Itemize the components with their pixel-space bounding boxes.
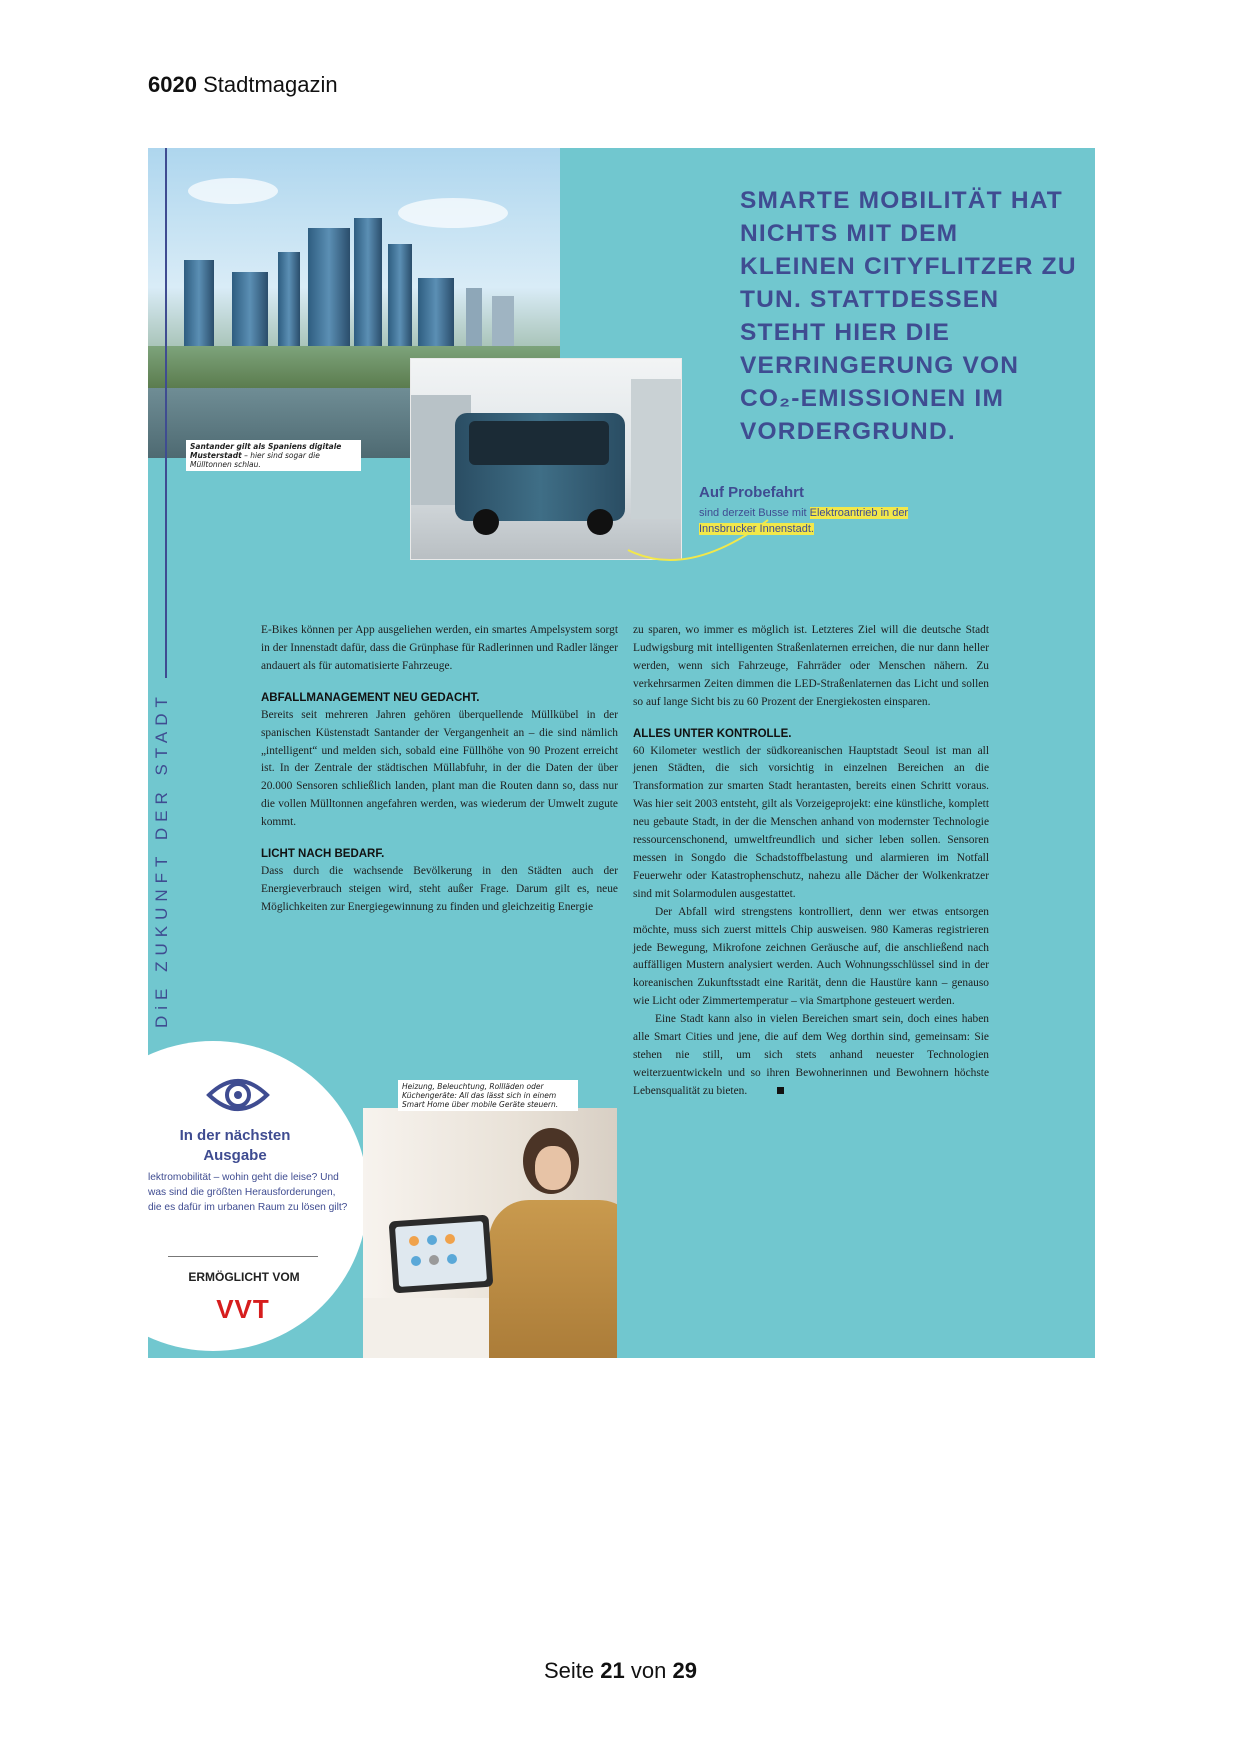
promo-title: In der nächsten Ausgabe <box>179 1127 291 1164</box>
subheading-kontrolle: ALLES UNTER KONTROLLE. <box>633 727 792 740</box>
side-rule <box>165 148 167 678</box>
intro-paragraph: E-Bikes können per App ausgeliehen werden, ein smartes Ampelsystem sorgt in der Innenstadt dafür, dass die Grünphase für Radlerinnen und Radler länger andauert als für automatisierte Fahrzeuge. <box>261 624 618 672</box>
end-mark <box>777 1087 784 1094</box>
footer-current-page: 21 <box>600 1658 625 1683</box>
page-header <box>148 72 338 98</box>
songdo-paragraph: 60 Kilometer westlich der südkoreanischen Hauptstadt Seoul ist man all jenen Städten, die sich vorsichtig in einzelnen Bereichen an die Transformation zur smarten Stadt herantasten, bereits einen Schritt voraus. Was hier seit 2003 entsteht, gilt als Vorzeigeprojekt: eine künstliche, komplett neu gebaute Stadt, in der die Menschen anhand von modernster Technologie ressourcenschonend, umweltfreundlich und sicher leben sollen. Sensoren messen in Songdo die Schadstoffbelastung und alarmieren im Notfall Feuerwehr oder Katastrophenschutz, nahezu alle Dächer der Wolkenkratzer sind mit Solarmodulen ausgestattet. <box>633 744 989 900</box>
page-footer <box>0 1658 1241 1684</box>
probefahrt-title: Auf Probefahrt <box>699 484 804 501</box>
closing-paragraph <box>633 1011 989 1101</box>
pull-quote-headline: SMARTE MOBILITÄT HAT NICHTS MIT DEM KLEINEN CITYFLITZER ZU TUN. STATTDESSEN STEHT HIER DIE VERRINGERUNG VON CO₂-EMISSIONEN IM VORDERGRUND. <box>740 187 1077 445</box>
closing-text: Eine Stadt kann also in vielen Bereichen smart sein, doch eines haben alle Smart Cities und jene, die auf dem Weg dorthin sind, gemeinsam: Sie stehen nie still, um sich stets anhand neuester Technologien weiterzuentwickeln und so ihren Bewohnerinnen und Bewohnern höchste Lebensqualität zu bieten. <box>633 1013 989 1097</box>
city-caption-rest: – hier sind sogar die Mülltonnen schlau. <box>190 451 320 469</box>
article-column-2 <box>633 622 989 1101</box>
probefahrt-text-start: sind derzeit Busse mit <box>699 507 810 519</box>
footer-of: von <box>630 1658 667 1683</box>
subheading-abfall: ABFALLMANAGEMENT NEU GEDACHT. <box>261 691 480 704</box>
ludwigsburg-paragraph: zu sparen, wo immer es möglich ist. Letzteres Ziel will die deutsche Stadt Ludwigsburg mit intelligenten Straßenlaternen erreichen, die nur dann heller werden, wenn sich Fahrzeuge, Fahrräder oder Menschen nähern. Zu verkehrsarmen Zeiten dimmen die LED-Straßenlaternen das Licht und sollen so auf lange Sicht bis zu 60 Prozent der Energiekosten einsparen. <box>633 624 989 708</box>
header-number: 6020 <box>148 72 197 97</box>
section-side-label: DiE ZUKUNFT DER STADT <box>152 691 171 1028</box>
footer-total-pages: 29 <box>672 1658 697 1683</box>
promo-sponsor: ERMÖGLICHT VOM <box>188 1270 300 1284</box>
footer-prefix: Seite <box>544 1658 595 1683</box>
promo-divider <box>168 1256 318 1257</box>
article-column-1 <box>261 622 618 917</box>
abfall-paragraph: Bereits seit mehreren Jahren gehören überquellende Müllkübel in der spanischen Küstenstadt Santander der Vergangenheit an – die sind nämlich „intelligent“ und melden sich, sobald eine Füllhöhe von 90 Prozent erreicht ist. In der Zentrale der städtischen Müllabfuhr, in der die Daten der über 20.000 Sensoren schließlich landen, plant man die Routen dann so, dass nur die vollen Mülltonnen angefahren werden, was wiederum der Umwelt zugute kommt. <box>261 708 618 829</box>
probefahrt-highlight: Elektroantrieb in der Innsbrucker Innenstadt. <box>699 507 909 535</box>
probefahrt-text <box>699 505 939 537</box>
eye-icon <box>206 1073 270 1117</box>
subheading-licht: LICHT NACH BEDARF. <box>261 848 385 861</box>
abfall-kontrolle-paragraph: Der Abfall wird strengstens kontrolliert, denn wer etwas entsorgen möchte, muss sich zuerst mittels Chip ausweisen. 980 Kameras registrieren jede Bewegung, Mikrofone zeichnen Geräusche auf, die anschließend nach auffälligen Mustern analysiert werden. Auch Wohnungsschlüssel sind in der koreanischen Zukunftsstadt eine Rarität, denn die Haustüre kann – genauso wie Licht oder Zimmertemperatur – via Smartphone gesteuert werden. <box>633 905 989 1008</box>
licht-paragraph: Dass durch die wachsende Bevölkerung in den Städten auch der Energieverbrauch steigen wird, steht außer Frage. Darum gilt es, neue Möglichkeiten zur Energiegewinnung zu finden und gleichzeitig Energie <box>261 865 618 913</box>
city-caption-bold: Santander gilt als Spaniens digitale Musterstadt <box>190 442 342 460</box>
tablet-photo-caption: Heizung, Beleuchtung, Rollläden oder Küchengeräte: All das lässt sich in einem Smart Home über mobile Geräte steuern. <box>398 1080 578 1111</box>
header-title: Stadtmagazin <box>203 72 338 97</box>
smart-home-tablet-photo <box>363 1108 617 1358</box>
magazine-page-scan <box>148 148 1095 1358</box>
city-photo-caption <box>186 440 361 471</box>
vvt-logo: VVT <box>216 1294 270 1324</box>
promo-text: lektromobilität – wohin geht die leise? Und was sind die größten Herausforderungen, die es dafür im urbanen Raum zu lösen gilt? <box>148 1172 348 1213</box>
